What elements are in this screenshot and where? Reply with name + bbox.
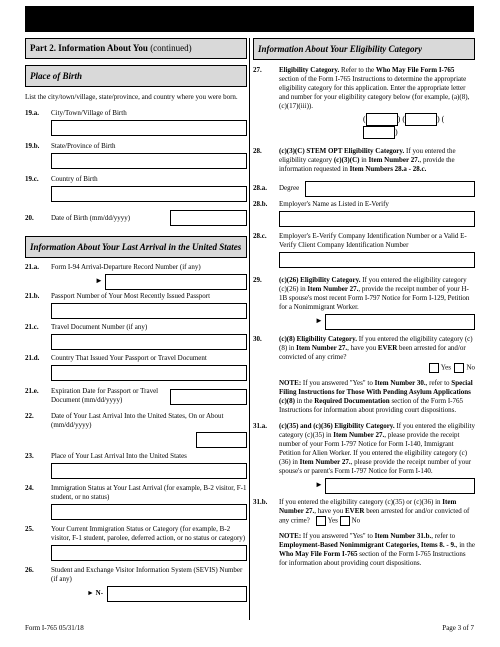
item-number: 21.d. <box>25 354 40 362</box>
right-column <box>253 38 475 568</box>
eligibility-heading: Information About Your Eligibility Category <box>253 38 475 60</box>
item-number: 28.a. <box>253 184 267 192</box>
last-arrival-date-input[interactable] <box>196 432 247 448</box>
item-number: 20. <box>25 214 34 222</box>
text-bold: (c)(26) Eligibility Category. <box>279 276 361 284</box>
text: section of the Form I-765 Instructions to determine the appropriate eligibility category for this application. Enter the appropriate letter and number for your eligibility category below (for example, (a)(8), (c)(17)(iii)). <box>279 75 470 110</box>
part-continued: (continued) <box>150 43 192 53</box>
eligibility-category-title: Eligibility Category. <box>279 66 340 74</box>
item-19c <box>25 175 247 202</box>
yes-checkbox[interactable] <box>429 363 439 373</box>
text: Refer to the <box>341 66 375 74</box>
item-number: 19.b. <box>25 142 40 150</box>
text-bold: (c)(3)(C) <box>333 156 360 164</box>
item-27 <box>253 66 475 139</box>
text-bold: Item Number 27. <box>299 458 351 466</box>
text-bold: Item Number 27. <box>279 498 457 515</box>
part-title: Part 2. Information About You <box>30 43 148 53</box>
text: If you answered "Yes" to <box>302 532 373 540</box>
item-label <box>279 422 475 476</box>
item-label: Student and Exchange Visitor Information System (SEVIS) Number (if any) <box>51 566 243 583</box>
item-19a <box>25 109 247 136</box>
item-number: 19.c. <box>25 175 39 183</box>
text-bold: Item Number 27. <box>333 431 385 439</box>
item-28c <box>253 232 475 268</box>
item-label: Degree <box>279 184 300 192</box>
passport-number-input[interactable] <box>51 303 247 319</box>
left-column <box>25 38 247 600</box>
item-label: Employer's Name as Listed in E-Verify <box>279 200 389 208</box>
current-status-input[interactable] <box>51 545 247 561</box>
text: in the <box>296 397 313 405</box>
item-label: Date of Birth (mm/dd/yyyy) <box>51 214 131 222</box>
item-label: Expiration Date for Passport or Travel Document (mm/dd/yyyy) <box>51 387 159 404</box>
item-24 <box>25 484 247 520</box>
item-23 <box>25 452 247 479</box>
text: If you answered "Yes" to <box>302 379 373 387</box>
item-label: City/Town/Village of Birth <box>51 109 127 117</box>
item-26 <box>25 566 247 600</box>
item-28b <box>253 200 475 227</box>
item-label <box>279 147 475 174</box>
text-bold: (c)(8) Eligibility Category. <box>279 335 357 343</box>
item-28 <box>253 147 475 174</box>
footer-page-number: Page 3 of 7 <box>442 624 474 632</box>
eligibility-category-input-2[interactable] <box>405 113 437 126</box>
text: , refer to <box>425 379 450 387</box>
no-checkbox[interactable] <box>340 516 350 526</box>
item-label: State/Province of Birth <box>51 142 116 150</box>
text: , please provide the receipt number of your Form I-797 Notice for Form I-140, Immigrant Petition for Alien Worker. If you entered the eligibility category (c)(36) in <box>279 431 468 466</box>
item-number: 31.a. <box>253 422 267 430</box>
text: been arrested for and/or convicted of any crime? <box>279 344 466 361</box>
place-of-birth-heading: Place of Birth <box>25 65 247 87</box>
item-21c <box>25 323 247 350</box>
no-checkbox[interactable] <box>454 363 464 373</box>
note-31 <box>279 532 475 568</box>
passport-expiration-input[interactable] <box>170 389 247 405</box>
text-bold: Required Documentation <box>314 397 390 405</box>
eligibility-category-input-3[interactable] <box>363 126 395 139</box>
no-label: No <box>466 363 475 372</box>
country-of-birth-input[interactable] <box>51 186 247 202</box>
item-label <box>279 66 475 111</box>
footer-form-id: Form I-765 05/31/18 <box>25 624 84 632</box>
text: If you entered the eligibility category (c)(35) in <box>279 422 475 439</box>
item-label: Employer's E-Verify Company Identification Number or a Valid E-Verify Client Company Identification Number <box>279 232 467 249</box>
text-bold: Who May File Form I-765 <box>279 550 358 558</box>
arrow-icon: ► <box>315 480 323 489</box>
no-label: No <box>351 516 361 525</box>
eligibility-category-boxes: ( ) ( ) () <box>363 113 475 139</box>
item-label: Country of Birth <box>51 175 98 183</box>
text: , provide the receipt number of your H-1B spouse's most recent Form I-797 Notice for Form I-129, Petition for a Nonimmigrant Worker. <box>279 285 470 311</box>
item-number: 28. <box>253 147 262 155</box>
item-31b <box>253 498 475 526</box>
item-label: Place of Your Last Arrival Into the United States <box>51 452 187 460</box>
item-number: 25. <box>25 525 34 533</box>
item-number: 24. <box>25 484 34 492</box>
item-31a <box>253 422 475 492</box>
item-label <box>279 498 475 526</box>
i94-number-input[interactable] <box>105 274 247 290</box>
text: If you entered the eligibility category (c)(35) or (c)(36) in <box>279 498 441 506</box>
item-number: 21.e. <box>25 387 39 395</box>
text: been arrested for and/or convicted of any crime? <box>279 507 470 525</box>
text: If you entered the eligibility category <box>279 147 456 164</box>
item-number: 21.a. <box>25 263 39 271</box>
text-bold: Item Number 27. <box>307 285 359 293</box>
place-of-birth-instruction: List the city/town/village, state/province, and country where you were born. <box>25 93 238 101</box>
item-29 <box>253 276 475 328</box>
text-bold: NOTE: <box>279 379 302 387</box>
item-label: Travel Document Number (if any) <box>51 323 148 331</box>
last-arrival-heading: Information About Your Last Arrival in the United States <box>25 236 247 258</box>
passport-country-input[interactable] <box>51 365 247 381</box>
text: , refer to <box>431 532 456 540</box>
item-number: 28.c. <box>253 232 267 240</box>
text-bold: (c)(3)(C) STEM OPT Eligibility Category. <box>279 147 405 155</box>
item-number: 26. <box>25 566 34 574</box>
text: , have you <box>314 507 344 515</box>
item-number: 19.a. <box>25 109 39 117</box>
yes-label: Yes <box>327 516 338 525</box>
item-21d <box>25 354 247 381</box>
text-bold: Item Numbers 28.a - 28.c. <box>349 165 427 173</box>
degree-input[interactable] <box>305 181 475 197</box>
item-label: Date of Your Last Arrival Into the United States, On or About (mm/dd/yyyy) <box>51 412 224 429</box>
item-label: Country That Issued Your Passport or Travel Document <box>51 354 207 362</box>
state-of-birth-input[interactable] <box>51 153 247 169</box>
item-label <box>279 335 475 362</box>
item-number: 21.c. <box>25 323 39 331</box>
text-bold: Item Number 27. <box>296 344 348 352</box>
text: in <box>361 156 367 164</box>
item-30 <box>253 335 475 373</box>
item-number: 31.b. <box>253 498 268 506</box>
text-bold: Item Number 31.b. <box>374 532 432 540</box>
top-bar <box>25 6 474 32</box>
item-number: 23. <box>25 452 34 460</box>
part-header <box>25 38 247 59</box>
sevis-number-input[interactable] <box>107 586 247 602</box>
eligibility-category-input-1[interactable] <box>366 113 398 126</box>
text: If you entered the eligibility category (c)(8) in <box>279 335 473 352</box>
item-label: Passport Number of Your Most Recently Issued Passport <box>51 292 211 300</box>
item-number: 29. <box>253 276 262 284</box>
text: , provide the information requested in <box>279 156 455 173</box>
q30-yes-no <box>253 363 475 373</box>
item-21b <box>25 292 247 319</box>
item-label: Your Current Immigration Status or Category (for example, B-2 visitor, F-1 student, parolee, deferred action, or no status or category) <box>51 525 246 542</box>
item-number: 27. <box>253 66 262 74</box>
text-bold: NOTE: <box>279 532 302 540</box>
arrow-icon: ► <box>315 316 323 325</box>
yes-checkbox[interactable] <box>316 516 326 526</box>
text-bold: Special Filing Instructions for Those With Pending Asylum Applications (c)(8) <box>279 379 473 405</box>
column-divider <box>249 38 250 620</box>
last-arrival-place-input[interactable] <box>51 463 247 479</box>
text: section of the Form I-765 Instructions for information about providing court dispositions. <box>279 550 466 567</box>
text-bold: EVER <box>377 344 398 352</box>
item-25 <box>25 525 247 561</box>
item-number: 30. <box>253 335 262 343</box>
text-bold: Item Number 30. <box>374 379 426 387</box>
item-19b <box>25 142 247 169</box>
item-28a <box>253 181 475 195</box>
city-of-birth-input[interactable] <box>51 120 247 136</box>
item-20 <box>25 210 247 226</box>
text: If you entered the eligibility category (c)(26) in <box>279 276 467 293</box>
status-at-arrival-input[interactable] <box>51 504 247 520</box>
arrow-icon: ► <box>95 276 103 285</box>
text-bold: Employment-Based Nonimmigrant Categories, Items 8. - 9. <box>279 541 456 549</box>
h1b-receipt-number-input[interactable] <box>325 314 475 330</box>
sevis-prefix: ► N- <box>87 589 104 597</box>
item-number: 28.b. <box>253 200 268 208</box>
text: , have you <box>347 344 377 352</box>
text-bold: Item Number 27. <box>368 156 420 164</box>
text: , please provide the receipt number of your spouse's or parent's Form I-797 Notice for Form I-140. <box>279 458 472 475</box>
text: , in the <box>455 541 475 549</box>
item-22 <box>25 412 247 432</box>
travel-document-number-input[interactable] <box>51 334 247 350</box>
text: section of the Form I-765 Instructions for information about providing court dispositions. <box>279 397 463 414</box>
yes-label: Yes <box>440 363 451 372</box>
item-label: Form I-94 Arrival-Departure Record Number (if any) <box>51 263 201 271</box>
text-bold: Who May File Form I-765 <box>375 66 455 74</box>
text-bold: (c)(35) and (c)(36) Eligibility Category. <box>279 422 395 430</box>
item-21a <box>25 263 247 288</box>
item-label: Immigration Status at Your Last Arrival (for example, B-2 visitor, F-1 student, or no status) <box>51 484 247 501</box>
item-number: 21.b. <box>25 292 40 300</box>
item-label <box>279 276 475 312</box>
date-of-birth-input[interactable] <box>170 210 247 226</box>
employer-name-input[interactable] <box>279 211 475 227</box>
everify-number-input[interactable] <box>279 252 475 268</box>
item-21e <box>25 387 247 407</box>
item-number: 22. <box>25 412 34 420</box>
text-bold: EVER <box>344 507 365 515</box>
note-30 <box>279 379 475 415</box>
i140-receipt-number-input[interactable] <box>325 478 475 494</box>
